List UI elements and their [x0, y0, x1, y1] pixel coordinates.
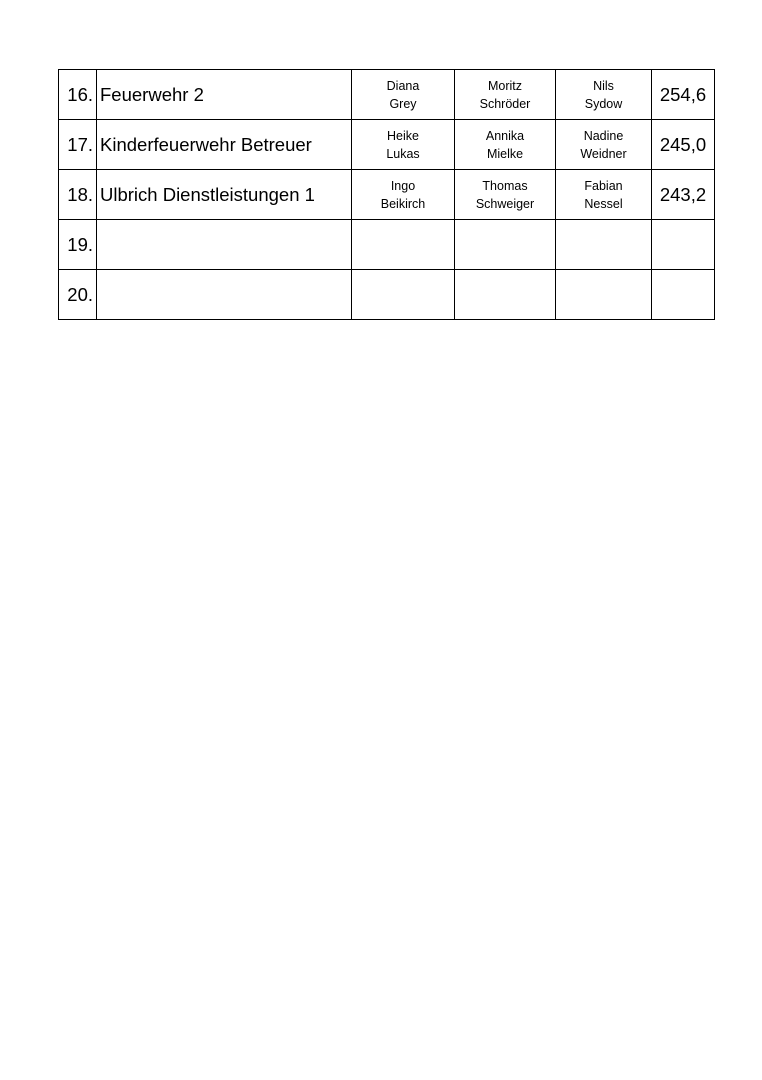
team-name-cell: Kinderfeuerwehr Betreuer [97, 120, 352, 170]
table-row [59, 220, 715, 270]
member-last-name: Nessel [584, 196, 623, 211]
member-last-name: Sydow [584, 96, 623, 111]
team-name-cell: Ulbrich Dienstleistungen 1 [97, 170, 352, 220]
rank-cell: 20. [59, 270, 97, 320]
member-last-name: Grey [389, 96, 417, 111]
member-last-name: Mielke [486, 146, 524, 161]
member-cell [556, 70, 652, 120]
results-table [58, 69, 715, 320]
member-last-name: Schweiger [475, 196, 535, 211]
score-cell: 245,0 [652, 120, 715, 170]
member-cell [455, 70, 556, 120]
member-cell [556, 270, 652, 320]
score-cell [652, 270, 715, 320]
member-last-name: Beikirch [380, 196, 426, 211]
score-cell: 243,2 [652, 170, 715, 220]
member-cell [352, 120, 455, 170]
team-name-cell [97, 220, 352, 270]
rank-cell: 17. [59, 120, 97, 170]
member-cell [556, 170, 652, 220]
member-cell [556, 120, 652, 170]
member-cell [556, 220, 652, 270]
table-row [59, 170, 715, 220]
member-last-name: Schröder [479, 96, 531, 111]
member-cell [455, 270, 556, 320]
member-first-name: Annika [485, 128, 525, 143]
rank-cell: 19. [59, 220, 97, 270]
member-last-name: Weidner [580, 146, 627, 161]
member-cell [455, 220, 556, 270]
member-first-name: Nils [593, 78, 614, 93]
team-name-cell [97, 270, 352, 320]
member-first-name: Thomas [482, 178, 528, 193]
member-first-name: Diana [386, 78, 420, 93]
member-first-name: Heike [387, 128, 419, 143]
member-last-name: Lukas [386, 146, 420, 161]
rank-cell: 18. [59, 170, 97, 220]
team-name-cell: Feuerwehr 2 [97, 70, 352, 120]
member-cell [352, 70, 455, 120]
member-first-name: Moritz [487, 78, 523, 93]
table-row [59, 120, 715, 170]
member-first-name: Ingo [390, 178, 416, 193]
member-cell [455, 120, 556, 170]
member-cell [352, 170, 455, 220]
rank-cell: 16. [59, 70, 97, 120]
member-cell [352, 270, 455, 320]
table-row [59, 270, 715, 320]
member-first-name: Fabian [584, 178, 623, 193]
score-cell: 254,6 [652, 70, 715, 120]
score-cell [652, 220, 715, 270]
member-cell [455, 170, 556, 220]
member-cell [352, 220, 455, 270]
member-first-name: Nadine [583, 128, 624, 143]
table-row [59, 70, 715, 120]
